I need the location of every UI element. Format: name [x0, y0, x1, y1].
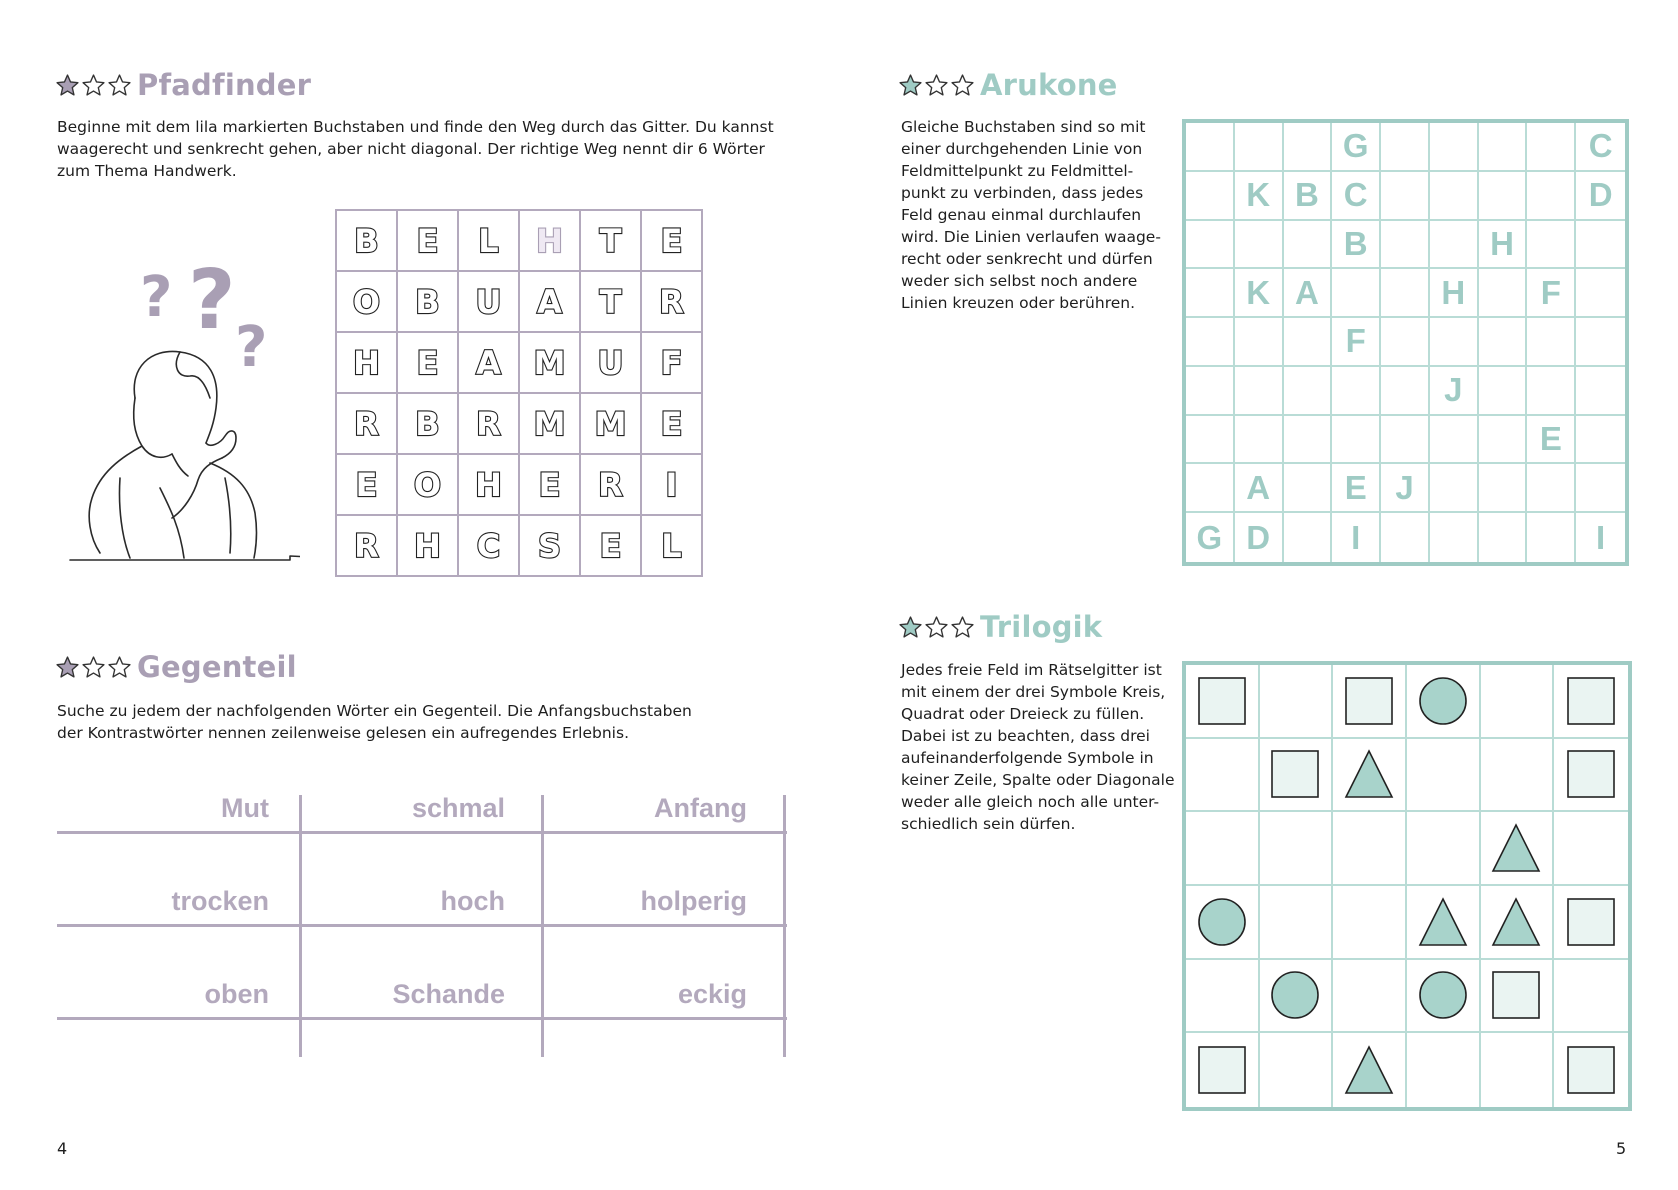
- gegenteil-word: hoch: [440, 886, 505, 916]
- trilogik-cell: [1186, 739, 1260, 813]
- trilogik-cell: [1554, 739, 1628, 813]
- circle-icon: [1196, 896, 1248, 948]
- square-icon: [1196, 1044, 1248, 1096]
- gegenteil-description: [57, 700, 797, 744]
- gegenteil-column-divider: [541, 795, 544, 1057]
- arukone-cell: [1284, 123, 1333, 172]
- pfadfinder-cell: B: [397, 271, 458, 332]
- arukone-cell: I: [1596, 518, 1606, 556]
- pfadfinder-cell: T: [580, 210, 641, 271]
- arukone-cell: G: [1332, 123, 1381, 172]
- pfadfinder-cell: R: [336, 515, 397, 576]
- trilogik-cell: [1333, 960, 1407, 1034]
- page-number-left: 4: [57, 1139, 68, 1158]
- arukone-cell: [1430, 464, 1479, 513]
- arukone-desc-line: wird. Die Linien verlaufen waage-: [901, 228, 1161, 246]
- trilogik-cell: [1554, 812, 1628, 886]
- trilogik-cell: [1407, 960, 1481, 1034]
- trilogik-desc-line: keiner Zeile, Spalte oder Diagonale: [901, 771, 1175, 789]
- star-icon: [55, 73, 80, 98]
- arukone-cell: [1576, 318, 1625, 367]
- star-icon: [55, 655, 80, 680]
- arukone-desc-line: punkt zu verbinden, dass jedes: [901, 184, 1144, 202]
- trilogik-cell: [1333, 812, 1407, 886]
- pfadfinder-cell: B: [397, 393, 458, 454]
- pfadfinder-cell: R: [336, 393, 397, 454]
- difficulty-stars: [55, 655, 133, 680]
- trilogik-description: [901, 659, 1176, 835]
- trilogik-cell: [1554, 960, 1628, 1034]
- gegenteil-desc-line: der Kontrastwörter nennen zeilenweise gelesen ein aufregendes Erlebnis.: [57, 724, 629, 742]
- triangle-icon: [1417, 896, 1469, 948]
- arukone-cell: J: [1381, 464, 1430, 513]
- gegenteil-word: Schande: [392, 979, 505, 1009]
- arukone-desc-line: Linien kreuzen oder berühren.: [901, 294, 1136, 312]
- arukone-cell: [1479, 123, 1528, 172]
- arukone-cell: [1284, 464, 1333, 513]
- trilogik-cell: [1186, 665, 1260, 739]
- arukone-cell: [1381, 221, 1430, 270]
- trilogik-cell: [1407, 665, 1481, 739]
- arukone-cell: D: [1576, 172, 1625, 221]
- pfadfinder-desc-line: zum Thema Handwerk.: [57, 162, 237, 180]
- pfadfinder-cell: R: [641, 271, 702, 332]
- gegenteil-column-divider: [783, 795, 786, 1057]
- trilogik-cell: [1260, 812, 1334, 886]
- arukone-cell: [1381, 416, 1430, 465]
- difficulty-stars: [898, 73, 976, 98]
- trilogik-desc-line: Quadrat oder Dreieck zu füllen.: [901, 705, 1145, 723]
- trilogik-cell: [1333, 1033, 1407, 1107]
- arukone-cell: [1186, 123, 1235, 172]
- star-icon: [81, 655, 106, 680]
- triangle-icon: [1490, 896, 1542, 948]
- pfadfinder-cell: M: [519, 332, 580, 393]
- arukone-grid: [1182, 119, 1629, 566]
- arukone-cell: K: [1235, 172, 1284, 221]
- trilogik-desc-line: Dabei ist zu beachten, dass drei: [901, 727, 1150, 745]
- trilogik-cell: [1481, 739, 1555, 813]
- gegenteil-table: [57, 795, 787, 1057]
- square-icon: [1565, 748, 1617, 800]
- trilogik-cell: [1333, 886, 1407, 960]
- triangle-icon: [1343, 748, 1395, 800]
- arukone-cell: F: [1332, 318, 1381, 367]
- arukone-cell: [1479, 464, 1528, 513]
- arukone-cell: C: [1576, 123, 1625, 172]
- gegenteil-word: trocken: [171, 886, 269, 916]
- gegenteil-answer-line: [57, 1017, 787, 1020]
- arukone-desc-line: Feld genau einmal durchlaufen: [901, 206, 1142, 224]
- arukone-cell: [1381, 513, 1430, 562]
- arukone-title-text: Arukone: [980, 68, 1118, 102]
- arukone-cell: [1576, 269, 1625, 318]
- arukone-cell: D: [1235, 513, 1284, 562]
- gegenteil-word: schmal: [411, 793, 505, 823]
- arukone-cell: [1235, 416, 1284, 465]
- gegenteil-word: eckig: [677, 979, 747, 1009]
- square-icon: [1565, 896, 1617, 948]
- difficulty-stars: [898, 615, 976, 640]
- pfadfinder-cell: H: [458, 454, 519, 515]
- triangle-icon: [1490, 822, 1542, 874]
- arukone-desc-line: Gleiche Buchstaben sind so mit: [901, 118, 1146, 136]
- trilogik-cell: [1554, 1033, 1628, 1107]
- arukone-cell: C: [1332, 172, 1381, 221]
- svg-text:?: ?: [188, 253, 236, 348]
- arukone-cell: [1235, 221, 1284, 270]
- pfadfinder-cell: F: [641, 332, 702, 393]
- gegenteil-answer-line: [57, 831, 787, 834]
- pfadfinder-cell: A: [519, 271, 580, 332]
- star-icon: [107, 655, 132, 680]
- arukone-cell: [1186, 416, 1235, 465]
- arukone-cell: [1576, 367, 1625, 416]
- trilogik-grid: [1182, 661, 1632, 1111]
- pfadfinder-cell: E: [580, 515, 641, 576]
- trilogik-cell: [1481, 812, 1555, 886]
- pfadfinder-cell: E: [336, 454, 397, 515]
- arukone-cell: A: [1235, 464, 1284, 513]
- circle-icon: [1417, 969, 1469, 1021]
- pfadfinder-cell: O: [397, 454, 458, 515]
- arukone-cell: F: [1527, 269, 1576, 318]
- star-icon: [898, 73, 923, 98]
- page-number-right: 5: [1616, 1139, 1627, 1158]
- pfadfinder-desc-line: Beginne mit dem lila markierten Buchstaben und finde den Weg durch das Gitter. Du kannst: [57, 118, 774, 136]
- star-icon: [924, 615, 949, 640]
- star-icon: [898, 615, 923, 640]
- star-icon: [950, 615, 975, 640]
- arukone-cell: [1186, 367, 1235, 416]
- trilogik-cell: [1481, 1033, 1555, 1107]
- pfadfinder-cell: A: [458, 332, 519, 393]
- arukone-cell: [1479, 513, 1528, 562]
- trilogik-cell: [1260, 960, 1334, 1034]
- pfadfinder-title: [55, 68, 311, 102]
- pfadfinder-cell: H: [336, 332, 397, 393]
- trilogik-cell: [1186, 886, 1260, 960]
- pfadfinder-title-text: Pfadfinder: [137, 68, 312, 102]
- gegenteil-title: [55, 650, 297, 684]
- trilogik-cell: [1186, 812, 1260, 886]
- pfadfinder-grid: [335, 209, 703, 577]
- pfadfinder-cell: S: [519, 515, 580, 576]
- arukone-cell: B: [1332, 221, 1381, 270]
- gegenteil-answer-line: [57, 924, 787, 927]
- arukone-cell: [1430, 416, 1479, 465]
- pfadfinder-cell: L: [458, 210, 519, 271]
- gegenteil-desc-line: Suche zu jedem der nachfolgenden Wörter ein Gegenteil. Die Anfangsbuchstaben: [57, 702, 692, 720]
- arukone-cell: [1479, 367, 1528, 416]
- trilogik-cell: [1481, 665, 1555, 739]
- pfadfinder-cell: C: [458, 515, 519, 576]
- arukone-cell: [1479, 172, 1528, 221]
- pfadfinder-cell: U: [458, 271, 519, 332]
- arukone-cell: [1527, 318, 1576, 367]
- arukone-cell: [1381, 269, 1430, 318]
- arukone-cell: A: [1284, 269, 1333, 318]
- arukone-cell: [1332, 416, 1381, 465]
- circle-icon: [1417, 675, 1469, 727]
- gegenteil-word: holperig: [640, 886, 747, 916]
- arukone-desc-line: recht oder senkrecht und dürfen: [901, 250, 1153, 268]
- trilogik-cell: [1260, 665, 1334, 739]
- arukone-desc-line: einer durchgehenden Linie von: [901, 140, 1143, 158]
- pfadfinder-cell: E: [641, 393, 702, 454]
- trilogik-title: [898, 610, 1102, 644]
- square-icon: [1269, 748, 1321, 800]
- arukone-cell: [1284, 513, 1333, 562]
- arukone-cell: [1284, 221, 1333, 270]
- star-icon: [924, 73, 949, 98]
- pfadfinder-cell: H: [397, 515, 458, 576]
- arukone-cell: [1527, 123, 1576, 172]
- pfadfinder-cell: M: [519, 393, 580, 454]
- arukone-cell: [1235, 123, 1284, 172]
- arukone-cell: H: [1479, 221, 1528, 270]
- pfadfinder-cell: T: [580, 271, 641, 332]
- arukone-cell: [1527, 513, 1576, 562]
- pfadfinder-cell: E: [397, 210, 458, 271]
- arukone-cell: [1284, 416, 1333, 465]
- arukone-cell: G: [1186, 513, 1235, 562]
- pfadfinder-cell: E: [397, 332, 458, 393]
- pfadfinder-cell: I: [641, 454, 702, 515]
- pfadfinder-cell: B: [336, 210, 397, 271]
- trilogik-cell: [1554, 665, 1628, 739]
- arukone-cell: [1186, 172, 1235, 221]
- arukone-cell: J: [1430, 367, 1479, 416]
- arukone-cell: [1381, 318, 1430, 367]
- trilogik-cell: [1554, 886, 1628, 960]
- arukone-cell: [1527, 221, 1576, 270]
- svg-text:?: ?: [235, 315, 268, 380]
- pfadfinder-start-cell: H: [519, 210, 580, 271]
- trilogik-title-text: Trilogik: [980, 610, 1103, 644]
- arukone-cell: H: [1430, 269, 1479, 318]
- gegenteil-word: Anfang: [654, 793, 747, 823]
- arukone-cell: [1186, 269, 1235, 318]
- star-icon: [107, 73, 132, 98]
- pfadfinder-cell: U: [580, 332, 641, 393]
- trilogik-desc-line: mit einem der drei Symbole Kreis,: [901, 683, 1166, 701]
- arukone-cell: [1576, 221, 1625, 270]
- gegenteil-word: oben: [204, 979, 269, 1009]
- gegenteil-word: Mut: [221, 793, 269, 823]
- circle-icon: [1269, 969, 1321, 1021]
- arukone-cell: [1430, 221, 1479, 270]
- arukone-cell: [1381, 123, 1430, 172]
- arukone-cell: [1284, 367, 1333, 416]
- trilogik-cell: [1186, 1033, 1260, 1107]
- arukone-cell: E: [1527, 416, 1576, 465]
- arukone-cell: [1186, 221, 1235, 270]
- thinking-man-illustration: [60, 248, 300, 568]
- arukone-cell: [1479, 416, 1528, 465]
- trilogik-cell: [1481, 960, 1555, 1034]
- trilogik-cell: [1260, 1033, 1334, 1107]
- arukone-cell: [1576, 464, 1625, 513]
- pfadfinder-desc-line: waagerecht und senkrecht gehen, aber nicht diagonal. Der richtige Weg nennt dir 6 Wörter: [57, 140, 765, 158]
- arukone-cell: I: [1332, 513, 1381, 562]
- pfadfinder-description: [57, 116, 797, 182]
- arukone-cell: [1186, 318, 1235, 367]
- star-icon: [81, 73, 106, 98]
- pfadfinder-cell: R: [458, 393, 519, 454]
- arukone-cell: [1430, 123, 1479, 172]
- arukone-cell: K: [1235, 269, 1284, 318]
- triangle-icon: [1343, 1044, 1395, 1096]
- trilogik-cell: [1407, 1033, 1481, 1107]
- svg-text:?: ?: [140, 265, 173, 330]
- pfadfinder-cell: E: [641, 210, 702, 271]
- trilogik-cell: [1481, 886, 1555, 960]
- arukone-cell: [1284, 318, 1333, 367]
- arukone-cell: [1527, 367, 1576, 416]
- arukone-cell: [1430, 172, 1479, 221]
- trilogik-cell: [1407, 812, 1481, 886]
- trilogik-desc-line: aufeinanderfolgende Symbole in: [901, 749, 1154, 767]
- gegenteil-column-divider: [299, 795, 302, 1057]
- arukone-cell: [1430, 318, 1479, 367]
- trilogik-cell: [1333, 739, 1407, 813]
- arukone-cell: [1430, 513, 1479, 562]
- trilogik-cell: [1260, 739, 1334, 813]
- arukone-cell: B: [1284, 172, 1333, 221]
- square-icon: [1196, 675, 1248, 727]
- arukone-cell: [1576, 416, 1625, 465]
- arukone-cell: [1235, 367, 1284, 416]
- pfadfinder-cell: M: [580, 393, 641, 454]
- arukone-cell: [1381, 172, 1430, 221]
- arukone-cell: [1332, 367, 1381, 416]
- arukone-title: [898, 68, 1118, 102]
- star-icon: [950, 73, 975, 98]
- trilogik-cell: [1407, 739, 1481, 813]
- arukone-cell: [1332, 269, 1381, 318]
- arukone-cell: [1235, 318, 1284, 367]
- trilogik-cell: [1186, 960, 1260, 1034]
- arukone-cell: [1381, 367, 1430, 416]
- arukone-cell: E: [1332, 464, 1381, 513]
- square-icon: [1490, 969, 1542, 1021]
- pfadfinder-cell: O: [336, 271, 397, 332]
- difficulty-stars: [55, 73, 133, 98]
- arukone-cell: [1527, 464, 1576, 513]
- arukone-desc-line: weder sich selbst noch andere: [901, 272, 1138, 290]
- arukone-cell: [1527, 172, 1576, 221]
- trilogik-cell: [1260, 886, 1334, 960]
- arukone-description: [901, 116, 1171, 314]
- pfadfinder-cell: R: [580, 454, 641, 515]
- pfadfinder-cell: E: [519, 454, 580, 515]
- arukone-desc-line: Feldmittelpunkt zu Feldmittel-: [901, 162, 1134, 180]
- square-icon: [1565, 1044, 1617, 1096]
- arukone-cell: [1479, 318, 1528, 367]
- square-icon: [1565, 675, 1617, 727]
- gegenteil-title-text: Gegenteil: [137, 650, 297, 684]
- trilogik-desc-line: schiedlich sein dürfen.: [901, 815, 1076, 833]
- square-icon: [1343, 675, 1395, 727]
- trilogik-cell: [1407, 886, 1481, 960]
- arukone-cell: [1479, 269, 1528, 318]
- pfadfinder-cell: L: [641, 515, 702, 576]
- trilogik-cell: [1333, 665, 1407, 739]
- trilogik-desc-line: weder alle gleich noch alle unter-: [901, 793, 1160, 811]
- arukone-cell: [1186, 464, 1235, 513]
- trilogik-desc-line: Jedes freie Feld im Rätselgitter ist: [901, 661, 1162, 679]
